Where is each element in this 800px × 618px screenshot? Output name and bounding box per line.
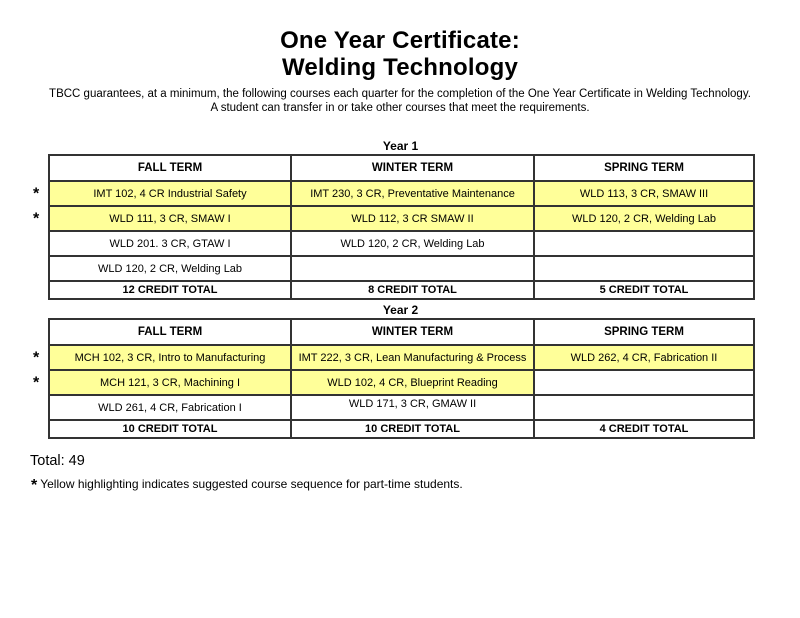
page-title-line2: Welding Technology: [281, 54, 519, 81]
credit-total-cell: 10 CREDIT TOTAL: [49, 420, 291, 438]
course-cell: WLD 111, 3 CR, SMAW I *: [49, 206, 291, 231]
year1-section: [0, 139, 800, 300]
term-column-header: FALL TERM: [49, 319, 291, 345]
footnote: [31, 477, 800, 493]
empty-cell: [534, 395, 754, 420]
course-row: [49, 256, 754, 281]
term-header-row: [49, 319, 754, 345]
course-cell: WLD 120, 2 CR, Welding Lab: [49, 256, 291, 281]
row-asterisk: *: [33, 349, 40, 367]
course-row: [49, 231, 754, 256]
course-row: [49, 395, 754, 420]
term-column-header: SPRING TERM: [534, 155, 754, 181]
course-cell: WLD 171, 3 CR, GMAW II: [291, 395, 534, 420]
course-cell: IMT 222, 3 CR, Lean Manufacturing & Process: [291, 345, 534, 370]
course-cell: MCH 121, 3 CR, Machining I *: [49, 370, 291, 395]
course-table-year-1: [33, 154, 755, 300]
empty-cell: [291, 256, 534, 281]
credit-total-cell: 5 CREDIT TOTAL: [534, 281, 754, 299]
course-cell: WLD 113, 3 CR, SMAW III: [534, 181, 754, 206]
term-column-header: FALL TERM: [49, 155, 291, 181]
row-asterisk: *: [33, 210, 40, 228]
course-cell: IMT 230, 3 CR, Preventative Maintenance: [291, 181, 534, 206]
course-row: [49, 181, 754, 206]
year-label-year-1: Year 1: [382, 139, 419, 153]
course-cell: WLD 262, 4 CR, Fabrication II: [534, 345, 754, 370]
term-column-header: SPRING TERM: [534, 319, 754, 345]
term-header-row: [49, 155, 754, 181]
credit-total-cell: 8 CREDIT TOTAL: [291, 281, 534, 299]
credit-total-row: [49, 420, 754, 438]
course-row: [49, 206, 754, 231]
row-asterisk: *: [33, 185, 40, 203]
year2-section: [0, 303, 800, 439]
course-cell: WLD 261, 4 CR, Fabrication I: [49, 395, 291, 420]
course-cell: WLD 120, 2 CR, Welding Lab: [534, 206, 754, 231]
credit-total-cell: 12 CREDIT TOTAL: [49, 281, 291, 299]
empty-cell: [534, 370, 754, 395]
grand-total: Total: 49: [30, 453, 85, 469]
page-title: [0, 0, 800, 81]
course-table-year-2: [33, 318, 755, 439]
course-cell: IMT 102, 4 CR Industrial Safety *: [49, 181, 291, 206]
credit-total-row: [49, 281, 754, 299]
course-cell: WLD 120, 2 CR, Welding Lab: [291, 231, 534, 256]
term-column-header: WINTER TERM: [291, 319, 534, 345]
course-row: [49, 345, 754, 370]
footnote-text: Yellow highlighting indicates suggested course sequence for part-time students.: [40, 477, 463, 491]
term-column-header: WINTER TERM: [291, 155, 534, 181]
course-cell: WLD 201. 3 CR, GTAW I: [49, 231, 291, 256]
credit-total-cell: 4 CREDIT TOTAL: [534, 420, 754, 438]
course-row: [49, 370, 754, 395]
course-cell: WLD 112, 3 CR SMAW II: [291, 206, 534, 231]
guarantee-subtitle: TBCC guarantees, at a minimum, the following courses each quarter for the completion of the One Year Certificate in Welding Technology. A student can transfer in or take other courses that meet the requirements.: [49, 88, 751, 114]
empty-cell: [534, 256, 754, 281]
credit-total-cell: 10 CREDIT TOTAL: [291, 420, 534, 438]
row-asterisk: *: [33, 374, 40, 392]
footnote-asterisk: *: [31, 477, 38, 494]
page-title-line1: One Year Certificate:: [280, 27, 520, 54]
empty-cell: [534, 231, 754, 256]
course-cell: MCH 102, 3 CR, Intro to Manufacturing *: [49, 345, 291, 370]
course-cell: WLD 102, 4 CR, Blueprint Reading: [291, 370, 534, 395]
year-label-year-2: Year 2: [382, 303, 419, 317]
